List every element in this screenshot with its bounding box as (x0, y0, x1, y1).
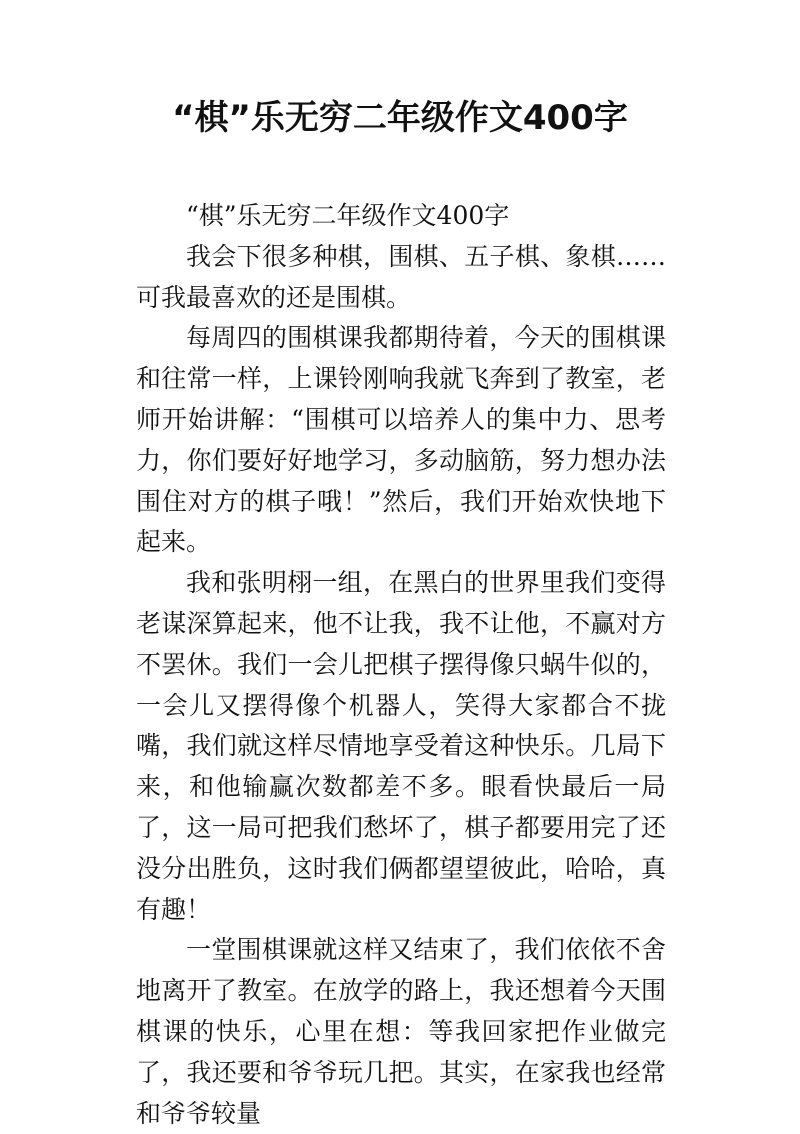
paragraph-subtitle: “棋”乐无穷二年级作文400字 (186, 201, 510, 230)
paragraph: 我和张明栩一组，在黑白的世界里我们变得老谋深算起来，他不让我，我不让他，不赢对方不罢休。我们一会儿把棋子摆得像只蜗牛似的，一会儿又摆得像个机器人，笑得大家都合不拢嘴，我们就这样尽情地享受着这种快乐。几局下来，和他输赢次数都差不多。眼看快最后一局了，这一局可把我们愁坏了，棋子都要用完了还没分出胜负，这时我们俩都望望彼此，哈哈，真有趣！ (136, 568, 666, 924)
document-title: “棋”乐无穷二年级作文400字 (172, 98, 628, 138)
document-body (136, 196, 666, 1134)
paragraph: 每周四的围棋课我都期待着，今天的围棋课和往常一样，上课铃刚响我就飞奔到了教室，老师开始讲解：“围棋可以培养人的集中力、思考力，你们要好好地学习，多动脑筋，努力想办法围住对方的棋子哦！”然后，我们开始欢快地下起来。 (136, 323, 666, 557)
paragraph: 一堂围棋课就这样又结束了，我们依依不舍地离开了教室。在放学的路上，我还想着今天围棋课的快乐，心里在想：等我回家把作业做完了，我还要和爷爷玩几把。其实，在家我也经常和爷爷较量 (136, 935, 666, 1128)
paragraph: 我会下很多种棋，围棋、五子棋、象棋……可我最喜欢的还是围棋。 (136, 241, 666, 312)
